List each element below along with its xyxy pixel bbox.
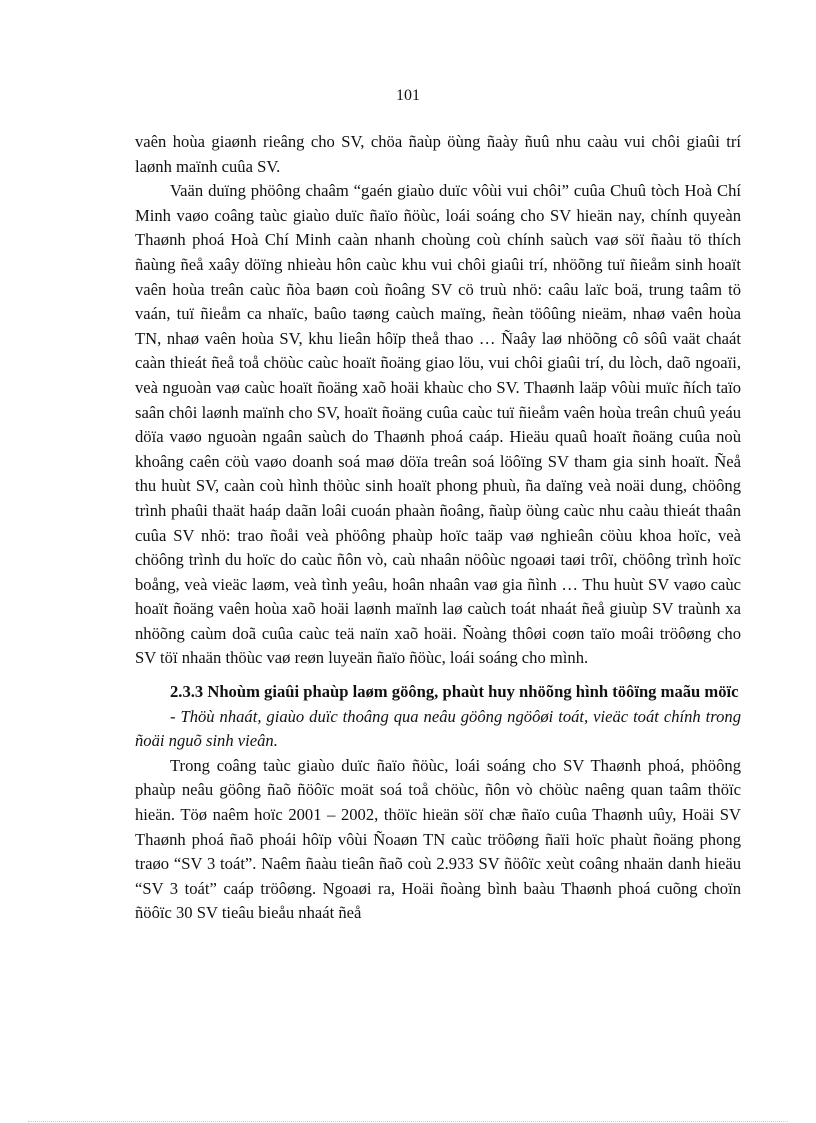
page-number: 101: [396, 87, 420, 104]
italic-subheading: - Thöù nhaát, giaùo duïc thoâng qua neâu göông ngöôøi toát, vieäc toát chính trong ñoäi nguõ sinh vieân.: [135, 706, 741, 751]
paragraph: vaên hoùa giaønh rieâng cho SV, chöa ñaùp öùng ñaày ñuû nhu caàu vui chôi giaûi trí laønh maïnh cuûa SV.: [135, 132, 741, 176]
paragraph: Trong coâng taùc giaùo duïc ñaïo ñöùc, loái soáng cho SV Thaønh phoá, phöông phaùp neâu göông ñaõ ñöôïc moät soá toå chöùc, ñôn vò chöùc naêng quan taâm thöïc hieän. Töø naêm hoïc 2001 – 2002, thöïc hieän söï chæ ñaïo cuûa Thaønh uûy, Hoäi SV Thaønh phoá ñaõ phoái hôïp vôùi Ñoaøn TN caùc tröôøng ñaïi hoïc phaùt ñoäng phong traøo “SV 3 toát”. Naêm ñaàu tieân ñaõ coù 2.933 SV ñöôïc xeùt coâng nhaän danh hieäu “SV 3 toát” caáp tröôøng. Ngoaøi ra, Hoäi ñoàng bình baàu Thaønh phoá cuõng choïn ñöôïc 30 SV tieâu bieåu nhaát ñeå: [135, 755, 741, 923]
section-heading: 2.3.3 Nhoùm giaûi phaùp laøm göông, phaùt huy nhöõng hình töôïng maãu möïc: [170, 682, 739, 702]
paragraph: Vaän duïng phöông chaâm “gaén giaùo duïc vôùi vui chôi” cuûa Chuû tòch Hoà Chí Minh vaøo coâng taùc giaùo duïc ñaïo ñöùc, loái soáng cho SV hieän nay, chính quyeàn Thaønh phoá Hoà Chí Minh caàn nhanh choùng coù chính saùch vaø söï ñaàu tö thích ñaùng ñeå xaây döïng nhieàu hôn caùc khu vui chôi giaûi trí, nhöõng tuï ñieåm sinh hoaït vaên hoùa treân caùc ñòa baøn coù ñoâng SV cö truù nhö: caâu laïc boä, trung taâm tö vaán, tuï ñieåm ca nhaïc, baûo taøng caùch maïng, ñeàn töôûng nieäm, nhaø vaên hoùa TN, nhaø vaên hoùa SV, khu lieân hôïp theå thao … Ñaây laø nhöõng cô sôû vaät chaát caàn thieát ñeå toå chöùc caùc hoaït ñoäng giao löu, vui chôi giaûi trí, du lòch, daõ ngoaïi, veà nguoàn vaø caùc hoaït ñoäng xaõ hoäi khaùc cho SV. Thaønh laäp vôùi muïc ñích taïo saân chôi laønh maïnh cho SV, hoaït ñoäng cuûa caùc tuï ñieåm vaên hoùa treân chuû yeáu döïa vaøo nguoàn ngaân saùch do Thaønh phoá caáp. Hieäu quaû hoaït ñoäng cuûa noù khoâng caên cöù vaøo doanh soá maø döïa treân soá löôïng SV tham gia sinh hoaït. Ñeå thu huùt SV, caàn coù hình thöùc sinh hoaït phong phuù, ña daïng veà noäi dung, chöông trình phaûi thaät haáp daãn loâi cuoán phaàn ñoâng, ñaùp öùng caùc nhu caàu thieát thaân cuûa SV nhö: trao ñoåi veà phöông phaùp hoïc taäp vaø nghieân cöùu khoa hoïc, veà chöông trình du hoïc do caùc ñôn vò, caù nhaân nöôùc ngoaøi taøi trôï, chöông trình hoïc boång, veà vieäc laøm, veà tình yeâu, hoân nhaân vaø gia ñình … Thu huùt SV vaøo caùc hoaït ñoäng vaên hoùa xaõ hoäi laønh maïnh laø caùch toát nhaát ñeå giuùp SV traùnh xa nhöõng caùm doã cuûa caùc teä naïn xaõ hoäi. Ñoàng thôøi coøn taïo moâi tröôøng cho SV töï nhaän thöùc vaø reøn luyeän ñaïo ñöùc, loái soáng cho mình.: [135, 181, 741, 668]
body-text: [135, 130, 741, 926]
page-bottom-rule: [28, 1121, 788, 1122]
